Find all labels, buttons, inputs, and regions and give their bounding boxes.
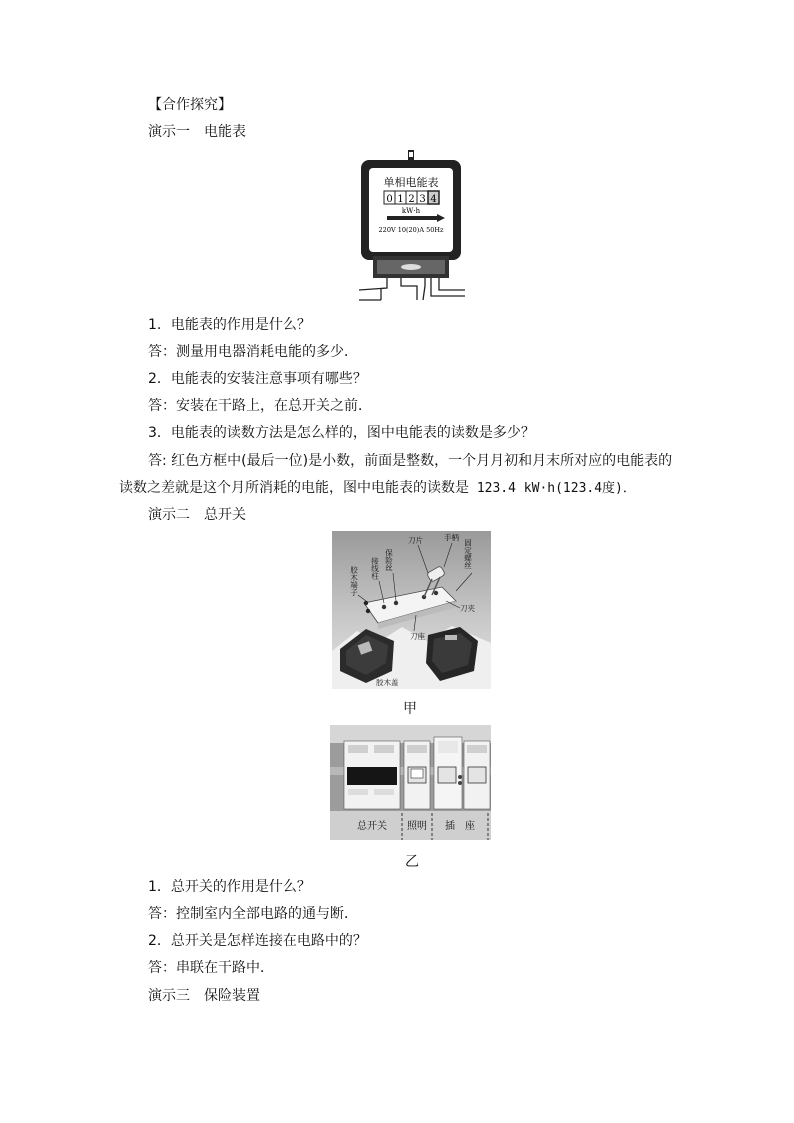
section-title: 【合作探究】 — [148, 97, 232, 113]
meter-digit-5: 4 — [430, 194, 437, 205]
label-jiaomugai: 胶木盖 — [376, 678, 399, 687]
label-baoxiansi: 保险丝 — [384, 549, 394, 572]
label-jiexianzhu: 接线柱 — [370, 557, 380, 580]
demo1-question-1: 1．电能表的作用是什么？ — [148, 317, 311, 333]
figure-caption-yi: 乙 — [405, 854, 419, 870]
meter-digit-1: 0 — [386, 194, 393, 205]
electric-meter-figure — [359, 148, 465, 303]
demo3-title: 演示三 保险装置 — [148, 988, 260, 1004]
demo1-title: 演示一 电能表 — [148, 124, 246, 140]
demo1-question-2: 2．电能表的安装注意事项有哪些？ — [148, 371, 367, 387]
demo1-question-3: 3．电能表的读数方法是怎么样的，图中电能表的读数是多少？ — [148, 425, 535, 441]
label-jiaomu-duanzi: 胶木端子 — [349, 566, 359, 596]
knife-switch-figure — [332, 531, 491, 689]
label-zong-kaiguan: 总开关 — [357, 821, 387, 832]
demo2-question-1: 1．总开关的作用是什么？ — [148, 879, 311, 895]
label-daojia: 刀夹 — [460, 604, 475, 613]
meter-digit-4: 3 — [419, 194, 426, 205]
figure-caption-jia: 甲 — [403, 701, 417, 717]
meter-digits — [384, 191, 439, 205]
demo2-question-2: 2．总开关是怎样连接在电路中的？ — [148, 933, 367, 949]
demo1-answer-3-value: 123.4 kW·h(123.4度)． — [469, 481, 636, 496]
demo1-answer-2: 答：安装在干路上，在总开关之前． — [148, 398, 372, 414]
label-guding-luosi: 固定螺丝 — [463, 539, 473, 569]
demo1-answer-3-text: 读数之差就是这个月所消耗的电能，图中电能表的读数是 — [119, 480, 469, 496]
demo2-title: 演示二 总开关 — [148, 507, 246, 523]
meter-unit: kW·h — [401, 207, 421, 215]
breaker-panel-figure — [330, 725, 491, 840]
meter-spec: 220V 10(20)A 50Hz — [378, 226, 444, 234]
demo2-answer-2: 答：串联在干路中． — [148, 960, 274, 976]
demo2-answer-1: 答：控制室内全部电路的通与断． — [148, 906, 358, 922]
meter-digit-3: 2 — [408, 194, 415, 205]
label-daozuo: 刀座 — [410, 632, 425, 641]
demo1-answer-3-line2 — [119, 478, 636, 499]
meter-digit-2: 1 — [397, 194, 404, 205]
demo1-answer-3-line1: 答: 红色方框中(最后一位)是小数，前面是整数，一个月月初和月末所对应的电能表的 — [148, 453, 673, 469]
label-chazuo: 插 座 — [445, 821, 475, 832]
meter-name: 单相电能表 — [383, 176, 439, 189]
label-zhaoming: 照明 — [407, 821, 427, 832]
label-shoubing: 手柄 — [444, 533, 459, 542]
demo1-answer-1: 答：测量用电器消耗电能的多少． — [148, 344, 358, 360]
label-daopian: 刀片 — [408, 536, 423, 545]
